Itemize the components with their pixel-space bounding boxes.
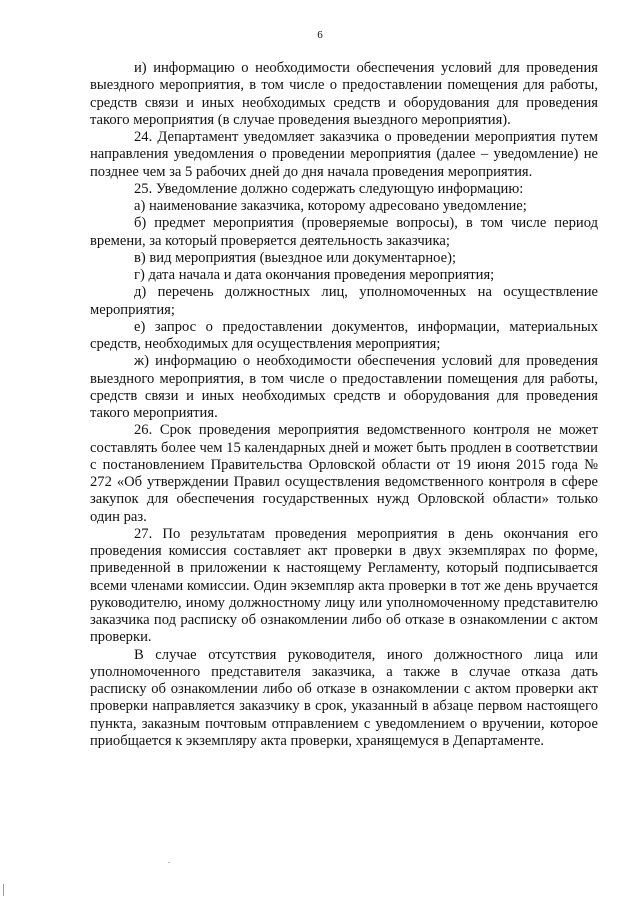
scan-edge-mark (3, 884, 4, 896)
paragraph-item-b: б) предмет мероприятия (проверяемые вопросы), в том числе период времени, за который проверяется деятельность заказчика; (90, 215, 598, 249)
document-body (90, 60, 598, 750)
paragraph-item-v: в) вид мероприятия (выездное или документарное); (134, 249, 456, 266)
paragraph-item-e: е) запрос о предоставлении документов, информации, материальных средств, необходимых для осуществления мероприятия; (90, 318, 598, 352)
paragraph-24: 24. Департамент уведомляет заказчика о проведении мероприятия путем направления уведомления о проведении мероприятия (далее – уведомление) не позднее чем за 5 рабочих дней до дня начала проведения мероприятия. (90, 129, 598, 180)
paragraph-item-zh: ж) информацию о необходимости обеспечения условий для проведения выездного мероприятия, в том числе о предоставлении помещения для работы, средств связи и иных необходимых средств и оборудования для проведения такого мероприятия. (90, 353, 598, 421)
scan-speck (168, 862, 170, 863)
paragraph-item-a: а) наименование заказчика, которому адресовано уведомление; (134, 198, 527, 214)
paragraph-item-i: и) информацию о необходимости обеспечения условий для проведения выездного мероприятия, в том числе о предоставлении помещения для работы, средств связи и иных необходимых средств и оборудования для проведения такого мероприятия (в случае проведения выездного мероприятия). (90, 60, 598, 128)
paragraph-25: 25. Уведомление должно содержать следующую информацию: (134, 180, 524, 197)
paragraph-27: 27. По результатам проведения мероприятия в день окончания его проведения комиссия составляет акт проверки в двух экземплярах по форме, приведенной в приложении к настоящему Регламенту, который подписывается всеми членами комиссии. Один экземпляр акта проверки в тот же день вручается руководителю, иному должностному лицу или уполномоченному представителю заказчика под расписку об ознакомлении либо об отказе в ознакомлении с актом проверки. (90, 525, 598, 646)
paragraph-item-g: г) дата начала и дата окончания проведения мероприятия; (134, 267, 495, 283)
paragraph-item-d: д) перечень должностных лиц, уполномоченных на осуществление мероприятия; (90, 284, 598, 318)
page-number: 6 (317, 29, 323, 41)
paragraph-27-continued: В случае отсутствия руководителя, иного должностного лица или уполномоченного представителя заказчика, а также в случае отказа дать расписку об ознакомлении либо об отказе в ознакомлении с актом проверки акт проверки направляется заказчику в срок, указанный в абзаце первом настоящего пункта, заказным почтовым отправлением с уведомлением о вручении, которое приобщается к экземпляру акта проверки, хранящемуся в Департаменте. (90, 646, 598, 749)
paragraph-26: 26. Срок проведения мероприятия ведомственного контроля не может составлять более чем 15 календарных дней и может быть продлен в соответствии с постановлением Правительства Орловской области от 19 июня 2015 года № 272 «Об утверждении Правил осуществления ведомственного контроля в сфере закупок для обеспечения государственных нужд Орловской области» только один раз. (90, 422, 598, 525)
